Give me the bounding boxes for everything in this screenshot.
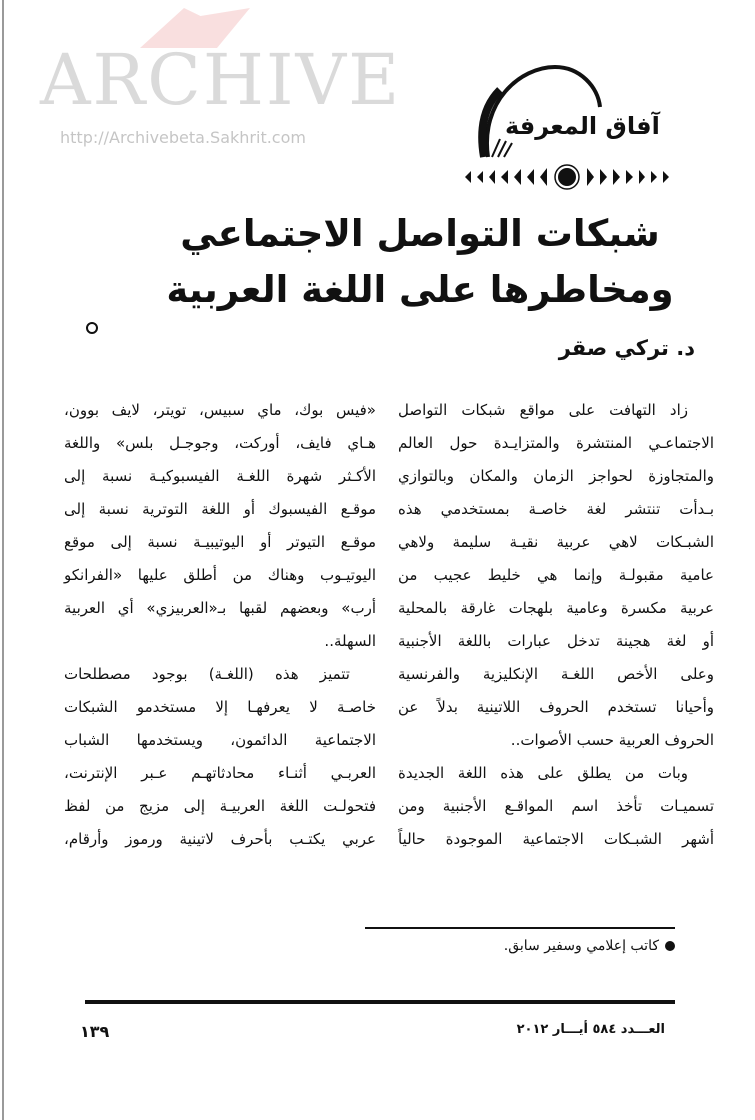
text-line: فتحولـت اللغة العربيـة إلى مزيج من لفظ	[64, 797, 376, 815]
text-line: موقـع التيوتر أو اليوتيبيـة نسبة إلى موقع	[64, 533, 376, 551]
author-footnote-marker-icon	[86, 322, 98, 334]
text-line: أرب» وبعضهم لقبها بـ«العربيزي» أي العربية	[64, 599, 376, 617]
text-line: هـاي فايف، أوركت، وجوجـل بلس» واللغة	[64, 434, 376, 452]
text-line: بـدأت تنتشر لغة خاصـة بمستخدمي هذه	[398, 500, 714, 518]
footnote-marker-icon	[665, 941, 675, 951]
text-line: تسميـات تأخذ اسم المواقـع الأجنبية ومن	[398, 797, 714, 815]
text-line: وعلى الأخص اللغـة الإنكليزية والفرنسية	[398, 665, 714, 683]
right-column	[398, 394, 714, 856]
text-line: زاد التهافت على مواقع شبكات التواصل	[398, 401, 688, 419]
article-title-line-1: شبكات التواصل الاجتماعي	[180, 212, 660, 255]
text-line: الأكـثر شهرة اللغـة الفيسبوكيـة نسبة إلى	[64, 467, 376, 485]
text-line: الحروف العربية حسب الأصوات..	[510, 731, 714, 749]
text-line: السهلة..	[324, 632, 376, 650]
text-line: اليوتيـوب وهناك من أطلق عليها «الفرانكو	[64, 566, 376, 584]
text-line: الاجتماعية الدائمون، ويستخدمها الشباب	[64, 731, 376, 749]
text-line: عربية مكسرة وعامية بلهجات غارقة بالمحلية	[398, 599, 714, 617]
text-line: العربـي أثنـاء محادثاتهـم عـبر الإنترنت،	[64, 764, 376, 782]
watermark-text: ARCHIVE	[40, 39, 402, 121]
page-number: ١٣٩	[80, 1022, 110, 1041]
text-line: موقـع الفيسبوك أو اللغة التوترية نسبة إلى	[64, 500, 376, 518]
text-line: «فيس بوك، ماي سبيس، تويتر، لايف بوون،	[64, 401, 376, 419]
footnote-divider	[365, 927, 675, 929]
watermark-url: http://Archivebeta.Sakhrit.com	[60, 128, 306, 147]
text-line: أشهر الشبـكات الاجتماعية الموجودة حالياً	[398, 830, 714, 848]
text-line: وبات من يطلق على هذه اللغة الجديدة	[398, 764, 688, 782]
text-line: تتميز هذه (اللغـة) بوجود مصطلحات	[64, 665, 350, 683]
issue-info: العـــدد ٥٨٤ أيـــار ٢٠١٢	[516, 1022, 665, 1037]
text-line: أو لغة هجينة تدخل عبارات باللغة الأجنبية	[398, 632, 714, 650]
text-line: والمتجاوزة لحواجز الزمان والمكان وبالتوازي	[398, 467, 714, 485]
ornament-divider-icon	[455, 164, 720, 190]
text-line: وأحيانا تستخدم الحروف اللاتينية بدلاً عن	[398, 698, 714, 716]
footnote	[504, 938, 675, 954]
left-column	[64, 394, 376, 856]
article-title-line-2: ومخاطرها على اللغة العربية	[166, 268, 674, 311]
text-line: عامية مقبولـة وإنما هي خليط عجيب من	[398, 566, 714, 584]
text-line: عربي يكتـب بأحرف لاتينية ورموز وأرقام،	[64, 830, 376, 848]
text-line: الشبـكات لاهي عربية نقيـة سليمة ولاهي	[398, 533, 714, 551]
footer-divider	[85, 1000, 675, 1004]
scan-edge	[2, 0, 4, 1120]
author-name: د. تركي صقر	[558, 336, 695, 360]
footnote-text: كاتب إعلامي وسفير سابق.	[503, 938, 659, 954]
section-logo-text: آفاق المعرفة	[505, 112, 660, 140]
text-line: خاصـة لا يعرفهـا إلا مستخدمو الشبكات	[64, 698, 376, 716]
text-line: الاجتماعـي المنتشرة والمتزايـدة حول العالم	[398, 434, 714, 452]
